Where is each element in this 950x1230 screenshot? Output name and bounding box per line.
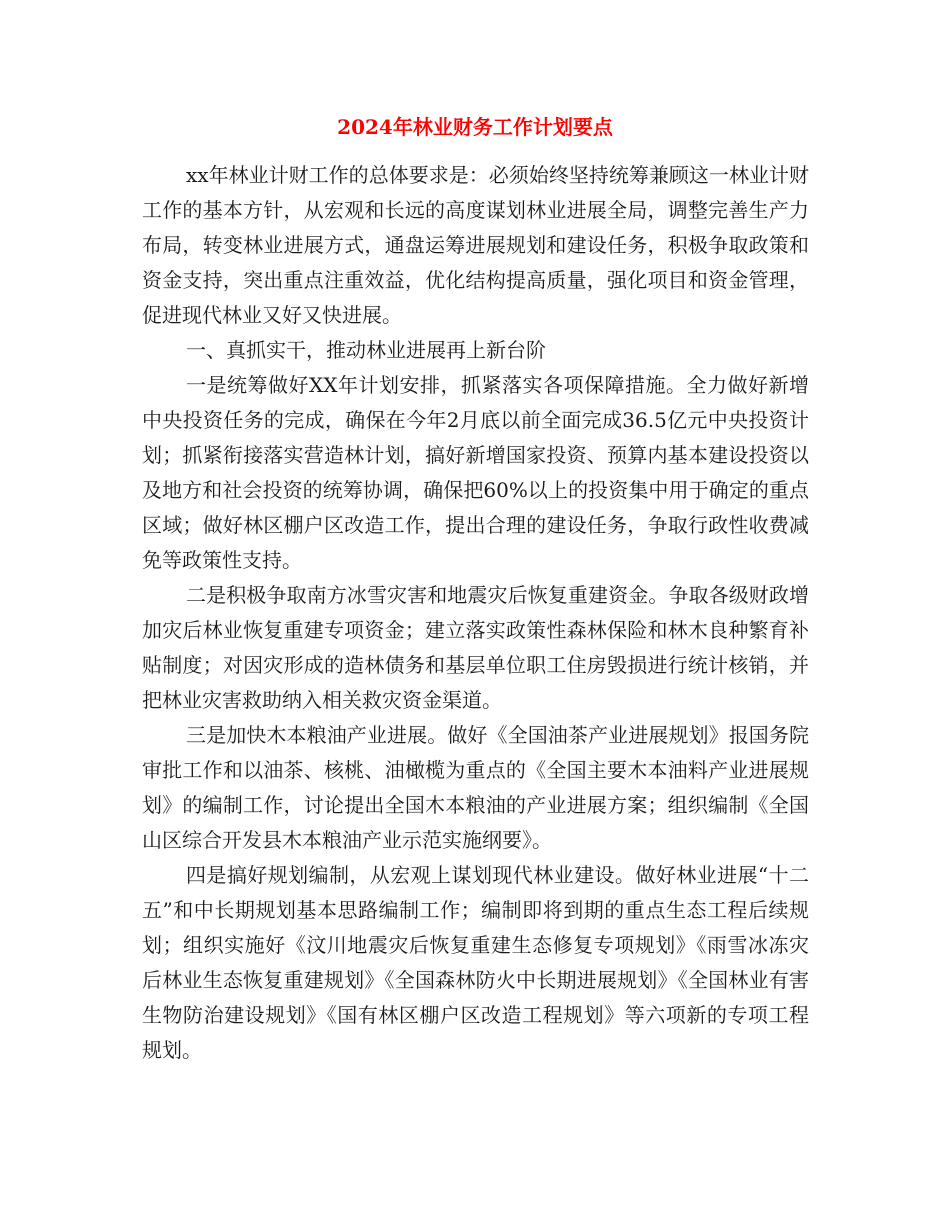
paragraph-item-3: 三是加快木本粮油产业进展。做好《全国油茶产业进展规划》报国务院审批工作和以油茶、核桃、油橄榄为重点的《全国主要木本油料产业进展规划》的编制工作，讨论提出全国木本粮油的产业进展方案；组织编制《全国山区综合开发县木本粮油产业示范实施纲要》。 xyxy=(142,723,809,852)
document-title: 2024年林业财务工作计划要点 xyxy=(337,115,613,139)
document-body xyxy=(142,158,809,1068)
paragraph-item-1: 一是统筹做好XX年计划安排，抓紧落实各项保障措施。全力做好新增中央投资任务的完成，确保在今年2月底以前全面完成36.5亿元中央投资计划；抓紧衔接落实营造林计划，搞好新增国家投资、预算内基本建设投资以及地方和社会投资的统筹协调，确保把60%以上的投资集中用于确定的重点区域；做好林区棚户区改造工作，提出合理的建设任务，争取行政性收费减免等政策性支持。 xyxy=(142,373,809,572)
paragraph-overall-requirements: xx年林业计财工作的总体要求是：必须始终坚持统筹兼顾这一林业计财工作的基本方针，从宏观和长远的高度谋划林业进展全局，调整完善生产力布局，转变林业进展方式，通盘运筹进展规划和建设任务，积极争取政策和资金支持，突出重点注重效益，优化结构提高质量，强化项目和资金管理，促进现代林业又好又快进展。 xyxy=(142,163,809,327)
paragraph-item-4: 四是搞好规划编制，从宏观上谋划现代林业建设。做好林业进展“十二五”和中长期规划基本思路编制工作；编制即将到期的重点生态工程后续规划；组织实施好《汶川地震灾后恢复重建生态修复专项规划》《雨雪冰冻灾后林业生态恢复重建规划》《全国森林防火中长期进展规划》《全国林业有害生物防治建设规划》《国有林区棚户区改造工程规划》等六项新的专项工程规划。 xyxy=(142,863,809,1062)
paragraph-item-2: 二是积极争取南方冰雪灾害和地震灾后恢复重建资金。争取各级财政增加灾后林业恢复重建专项资金；建立落实政策性森林保险和林木良种繁育补贴制度；对因灾形成的造林债务和基层单位职工住房毁损进行统计核销，并把林业灾害救助纳入相关救灾资金渠道。 xyxy=(142,583,809,712)
section-heading-1: 一、真抓实干，推动林业进展再上新台阶 xyxy=(186,338,546,362)
